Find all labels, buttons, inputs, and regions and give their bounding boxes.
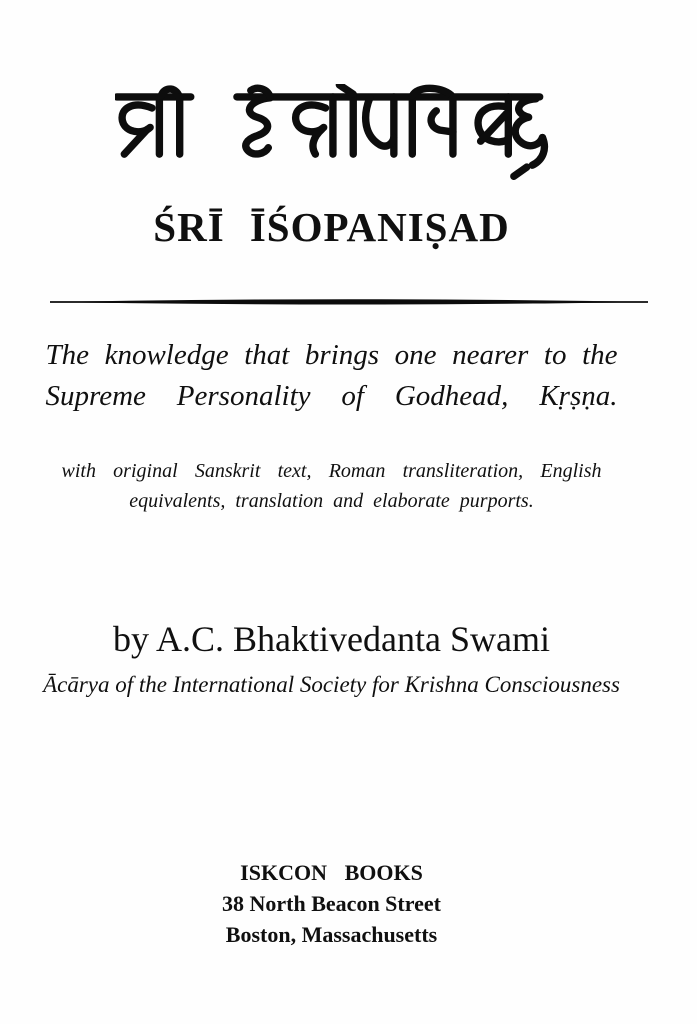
devanagari-word-sri	[116, 89, 190, 154]
publisher-name: ISKCON BOOKS	[240, 860, 423, 885]
edition-description-line-2: equivalents, translation and elaborate purports.	[129, 490, 534, 512]
divider-rule-svg	[50, 296, 648, 308]
author-designation: Ācārya of the International Society for Krishna Consciousness	[43, 672, 620, 697]
devanagari-title	[0, 84, 663, 185]
book-title: ŚRĪ ĪŚOPANIṢAD	[153, 204, 510, 250]
subtitle-line-2: Supreme Personality of Godhead, Kṛṣṇa.	[45, 380, 618, 412]
devanagari-word-isopanisad	[236, 85, 543, 176]
subtitle-line-1: The knowledge that brings one nearer to the	[45, 339, 618, 371]
subtitle	[0, 335, 663, 417]
publisher-imprint	[0, 857, 663, 950]
publisher-address-street: 38 North Beacon Street	[222, 891, 441, 916]
author-byline: by A.C. Bhaktivedanta Swami	[113, 619, 550, 659]
edition-description-line-1: with original Sanskrit text, Roman transliteration, English	[61, 460, 602, 482]
publisher-address-city: Boston, Massachusetts	[225, 922, 438, 947]
divider-rule	[50, 296, 648, 308]
devanagari-title-svg	[115, 84, 549, 180]
edition-description	[0, 456, 663, 516]
